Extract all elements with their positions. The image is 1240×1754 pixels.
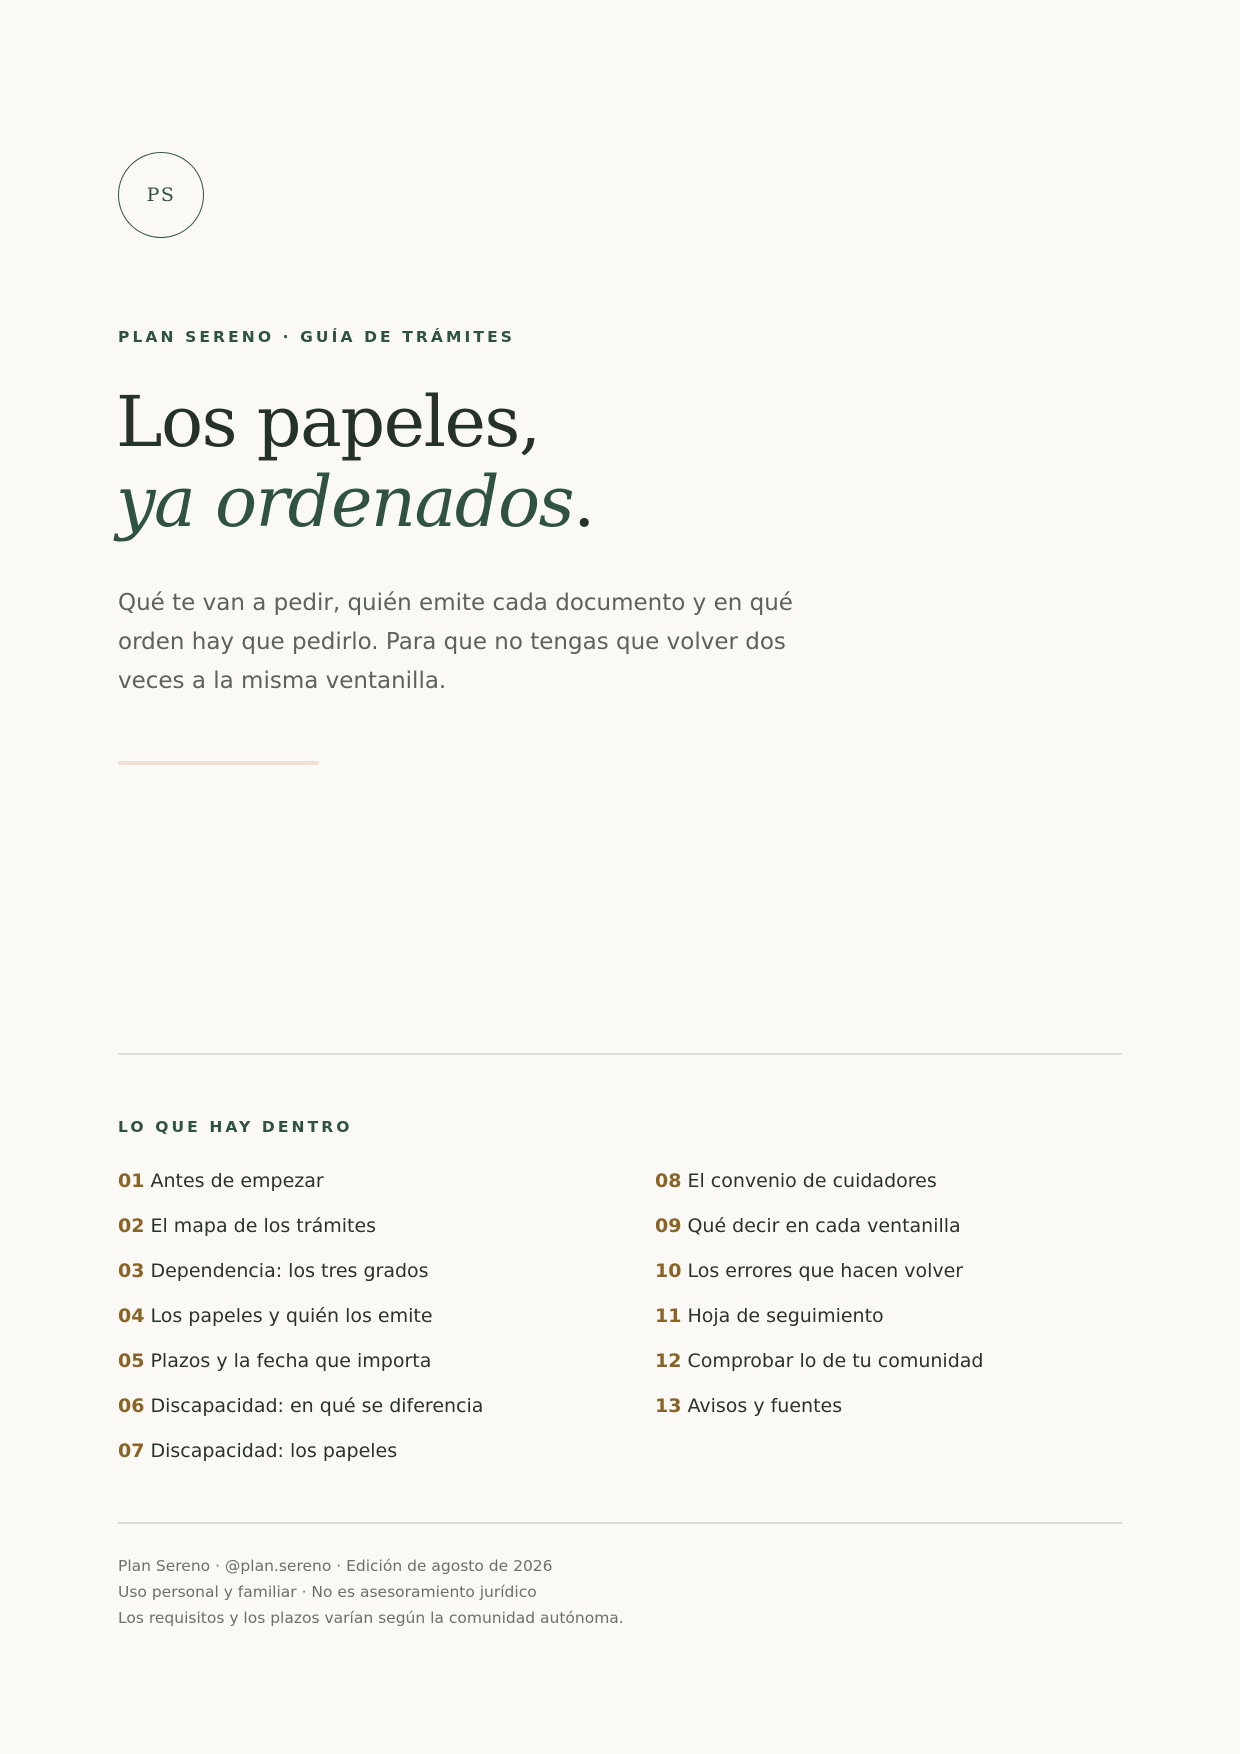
toc-item bbox=[118, 1301, 483, 1346]
toc-item-text: Hoja de seguimiento bbox=[687, 1305, 884, 1327]
footer-divider bbox=[118, 1522, 1122, 1524]
footer-line-1: Plan Sereno · @plan.sereno · Edición de agosto de 2026 bbox=[118, 1557, 553, 1575]
toc-item-text: Antes de empezar bbox=[150, 1170, 324, 1192]
toc-item-text: Los papeles y quién los emite bbox=[150, 1305, 433, 1327]
toc-item-number: 01 bbox=[118, 1170, 145, 1192]
toc-item-number: 09 bbox=[655, 1215, 682, 1237]
title-line-2 bbox=[116, 462, 594, 542]
toc-item-text: Dependencia: los tres grados bbox=[150, 1260, 429, 1282]
plan-sereno-logo bbox=[118, 152, 204, 238]
title-line-2-text: ya ordenados bbox=[116, 461, 574, 543]
toc-item bbox=[655, 1301, 983, 1346]
contents-column-2 bbox=[655, 1166, 983, 1436]
toc-item-number: 10 bbox=[655, 1260, 682, 1282]
contents-column-1 bbox=[118, 1166, 483, 1481]
footer-line-2: Uso personal y familiar · No es asesoramiento jurídico bbox=[118, 1583, 537, 1601]
toc-item-number: 08 bbox=[655, 1170, 682, 1192]
toc-item-number: 13 bbox=[655, 1395, 682, 1417]
toc-item-number: 04 bbox=[118, 1305, 145, 1327]
toc-item bbox=[655, 1391, 983, 1436]
footer-line-3: Los requisitos y los plazos varían según la comunidad autónoma. bbox=[118, 1609, 624, 1627]
toc-item-number: 11 bbox=[655, 1305, 682, 1327]
eyebrow-label: PLAN SERENO · GUÍA DE TRÁMITES bbox=[118, 328, 516, 346]
toc-item-number: 02 bbox=[118, 1215, 145, 1237]
toc-item bbox=[118, 1211, 483, 1256]
toc-item-text: El mapa de los trámites bbox=[150, 1215, 377, 1237]
contents-label: LO QUE HAY DENTRO bbox=[118, 1118, 353, 1136]
toc-item bbox=[655, 1346, 983, 1391]
toc-item bbox=[118, 1436, 483, 1481]
toc-item bbox=[655, 1256, 983, 1301]
page-title bbox=[116, 382, 594, 542]
toc-item-number: 12 bbox=[655, 1350, 682, 1372]
toc-item-number: 07 bbox=[118, 1440, 145, 1462]
toc-item-number: 05 bbox=[118, 1350, 145, 1372]
toc-item bbox=[655, 1211, 983, 1256]
toc-item-text: Discapacidad: los papeles bbox=[150, 1440, 398, 1462]
accent-divider bbox=[118, 761, 319, 765]
toc-item bbox=[118, 1166, 483, 1211]
title-line-1: Los papeles, bbox=[116, 381, 540, 463]
logo-initials: PS bbox=[146, 184, 176, 206]
toc-item-text: Discapacidad: en qué se diferencia bbox=[150, 1395, 484, 1417]
toc-item bbox=[118, 1346, 483, 1391]
toc-item-text: Comprobar lo de tu comunidad bbox=[687, 1350, 984, 1372]
title-line-2-period: . bbox=[573, 461, 594, 543]
contents-top-divider bbox=[118, 1053, 1122, 1055]
footer bbox=[118, 1553, 624, 1631]
toc-item-text: Qué decir en cada ventanilla bbox=[687, 1215, 961, 1237]
toc-item bbox=[655, 1166, 983, 1211]
toc-item-text: Los errores que hacen volver bbox=[687, 1260, 964, 1282]
toc-item-number: 06 bbox=[118, 1395, 145, 1417]
toc-item-text: Avisos y fuentes bbox=[687, 1395, 843, 1417]
toc-item-number: 03 bbox=[118, 1260, 145, 1282]
toc-item bbox=[118, 1256, 483, 1301]
toc-item-text: Plazos y la fecha que importa bbox=[150, 1350, 432, 1372]
toc-item bbox=[118, 1391, 483, 1436]
lede-paragraph: Qué te van a pedir, quién emite cada documento y en qué orden hay que pedirlo. Para que no tengas que volver dos veces a la misma ventanilla. bbox=[118, 590, 793, 694]
toc-item-text: El convenio de cuidadores bbox=[687, 1170, 937, 1192]
